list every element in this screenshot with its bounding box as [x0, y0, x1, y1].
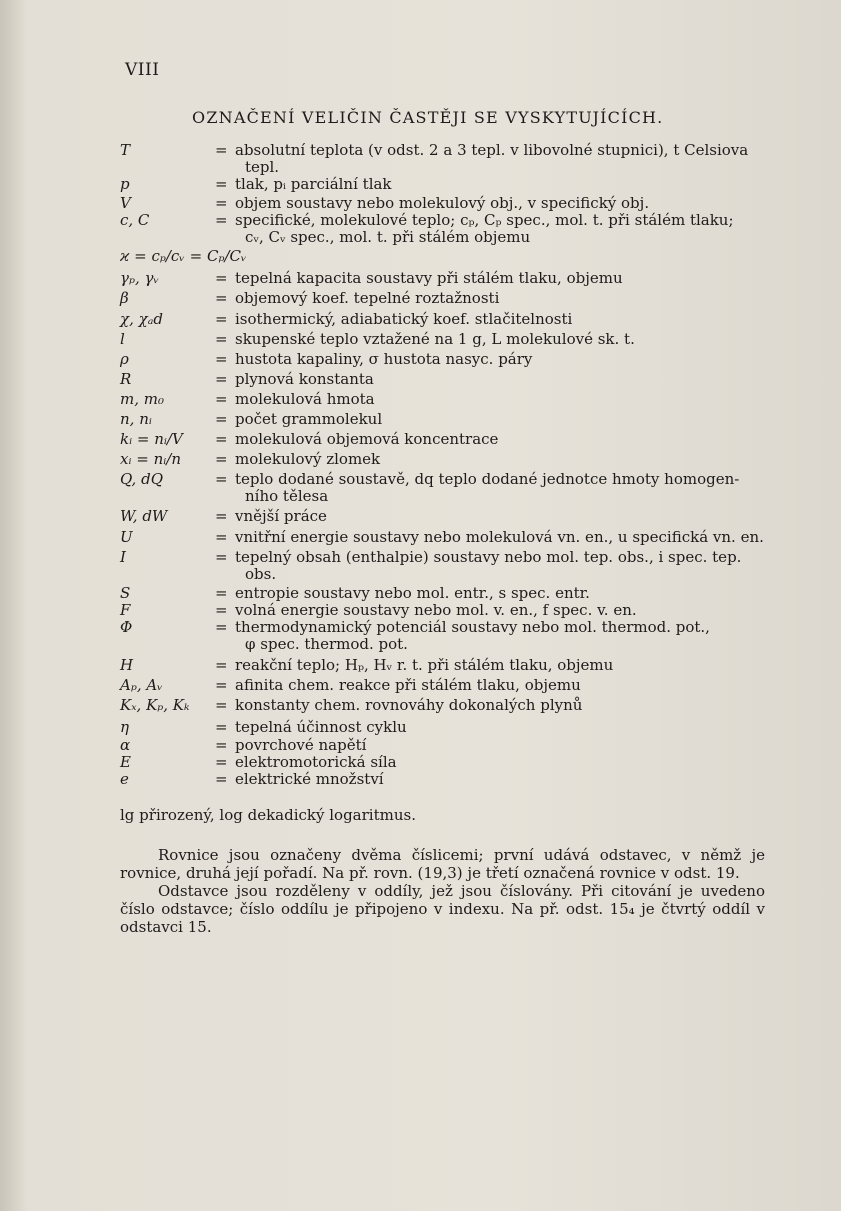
symbol: E: [120, 753, 131, 771]
equals-sign: =: [215, 390, 228, 408]
symbol: F: [120, 601, 131, 619]
description-line: povrchové napětí: [235, 736, 367, 754]
symbol: T: [120, 141, 131, 159]
equals-sign: =: [215, 770, 228, 788]
equals-sign: =: [215, 194, 228, 212]
symbol-description: [235, 471, 795, 505]
equals-sign: =: [215, 370, 228, 388]
equals-sign: =: [215, 410, 228, 428]
description-continuation: cᵥ, Cᵥ spec., mol. t. při stálém objemu: [245, 228, 531, 246]
symbol: W, dW: [120, 507, 168, 525]
description-continuation: ního tělesa: [245, 487, 329, 505]
equals-sign: =: [215, 350, 228, 368]
symbol: Aₚ, Aᵥ: [120, 676, 163, 694]
description-line: plynová konstanta: [235, 370, 374, 388]
equals-sign: =: [215, 528, 228, 546]
symbol-description: [235, 737, 795, 754]
description-line: tepelný obsah (enthalpie) soustavy nebo mol. tep. obs., i spec. tep.: [235, 548, 742, 566]
description-line: skupenské teplo vztažené na 1 g, L molekulové sk. t.: [235, 330, 635, 348]
symbol: R: [120, 370, 132, 388]
description-line: molekulová objemová koncentrace: [235, 430, 499, 448]
paragraph-sections: Odstavce jsou rozděleny v oddíly, jež jsou číslovány. Při citování je uvedeno číslo odstavce; číslo oddílu je připojeno v indexu. Na př. odst. 15₄ je čtvrtý oddíl v odstavci 15.: [120, 882, 765, 936]
symbol: χ, χₐd: [120, 310, 163, 328]
equals-sign: =: [215, 656, 228, 674]
description-line: tlak, pᵢ parciální tlak: [235, 175, 392, 193]
symbol-description: [235, 602, 795, 619]
symbol: γₚ, γᵥ: [120, 269, 160, 287]
symbol-description: [235, 270, 795, 287]
description-line: objemový koef. tepelné roztažnosti: [235, 289, 500, 307]
symbol: H: [120, 656, 134, 674]
equals-sign: =: [215, 430, 228, 448]
symbol-description: [235, 311, 795, 328]
symbol-description: [235, 549, 795, 583]
description-line: tepelná kapacita soustavy při stálém tlaku, objemu: [235, 269, 623, 287]
symbol: Φ: [120, 618, 133, 636]
equals-sign: =: [215, 175, 228, 193]
symbol-description: [235, 585, 795, 602]
description-continuation: tepl.: [245, 158, 280, 176]
symbol-description: [235, 331, 795, 348]
description-line: objem soustavy nebo molekulový obj., v specifický obj.: [235, 194, 650, 212]
symbol-description: [235, 391, 795, 408]
symbol: Q, dQ: [120, 470, 163, 488]
symbol: l: [120, 330, 125, 348]
equals-sign: =: [215, 141, 228, 159]
symbol: α: [120, 736, 131, 754]
symbol: ϰ = cₚ/cᵥ = Cₚ/Cᵥ: [120, 247, 247, 265]
description-line: volná energie soustavy nebo mol. v. en., f spec. v. en.: [235, 601, 637, 619]
description-line: absolutní teplota (v odst. 2 a 3 tepl. v libovolné stupnici), t Celsiova: [235, 141, 749, 159]
symbol: I: [120, 548, 126, 566]
description-continuation: obs.: [245, 565, 277, 583]
page-title: OZNAČENÍ VELIČIN ČASTĚJI SE VYSKYTUJÍCÍCH.: [192, 108, 664, 127]
symbol: kᵢ = nᵢ/V: [120, 430, 183, 448]
equals-sign: =: [215, 718, 228, 736]
symbol-description: [235, 371, 795, 388]
description-line: tepelná účinnost cyklu: [235, 718, 407, 736]
equals-sign: =: [215, 470, 228, 488]
description-line: thermodynamický potenciál soustavy nebo mol. thermod. pot.,: [235, 618, 710, 636]
symbol-description: [235, 719, 795, 736]
symbol: Kₓ, Kₚ, Kₖ: [120, 696, 190, 714]
description-continuation: φ spec. thermod. pot.: [245, 635, 408, 653]
equals-sign: =: [215, 696, 228, 714]
symbol-description: [235, 195, 795, 212]
equals-sign: =: [215, 269, 228, 287]
symbol-description: [235, 142, 795, 176]
description-line: reakční teplo; Hₚ, Hᵥ r. t. při stálém tlaku, objemu: [235, 656, 614, 674]
description-line: molekulová hmota: [235, 390, 375, 408]
symbol-description: [235, 176, 795, 193]
symbol-description: [235, 451, 795, 468]
equals-sign: =: [215, 736, 228, 754]
equals-sign: =: [215, 450, 228, 468]
symbol-description: [235, 212, 795, 246]
symbol: xᵢ = nᵢ/n: [120, 450, 181, 468]
symbol: n, nᵢ: [120, 410, 152, 428]
symbol-description: [235, 290, 795, 307]
symbol: U: [120, 528, 133, 546]
symbol-description: [235, 619, 795, 653]
equals-sign: =: [215, 548, 228, 566]
equals-sign: =: [215, 618, 228, 636]
symbol: V: [120, 194, 131, 212]
equals-sign: =: [215, 211, 228, 229]
symbol: e: [120, 770, 129, 788]
symbol: ρ: [120, 350, 129, 368]
equals-sign: =: [215, 601, 228, 619]
symbol: β: [120, 289, 129, 307]
equals-sign: =: [215, 507, 228, 525]
symbol: c, C: [120, 211, 150, 229]
description-line: elektromotorická síla: [235, 753, 397, 771]
symbol-description: [235, 351, 795, 368]
symbol-description: [235, 771, 795, 788]
equals-sign: =: [215, 289, 228, 307]
description-line: vnější práce: [235, 507, 327, 525]
description-line: teplo dodané soustavě, dq teplo dodané jednotce hmoty homogen-: [235, 470, 740, 488]
description-line: konstanty chem. rovnováhy dokonalých plynů: [235, 696, 583, 714]
symbol-description: [235, 529, 795, 546]
paragraph-equations: Rovnice jsou označeny dvěma číslicemi; první udává odstavec, v němž je rovnice, druhá její pořadí. Na př. rovn. (19,3) je třetí označená rovnice v odst. 19.: [120, 846, 765, 882]
page-number: VIII: [125, 60, 160, 80]
description-line: vnitřní energie soustavy nebo molekulová vn. en., u specifická vn. en.: [235, 528, 764, 546]
description-line: počet grammolekul: [235, 410, 383, 428]
symbol-description: [235, 431, 795, 448]
log-note: lg přirozený, log dekadický logaritmus.: [120, 806, 416, 824]
symbol-description: [235, 411, 795, 428]
description-line: molekulový zlomek: [235, 450, 381, 468]
description-line: afinita chem. reakce při stálém tlaku, objemu: [235, 676, 581, 694]
symbol: S: [120, 584, 131, 602]
equals-sign: =: [215, 676, 228, 694]
symbol-description: [235, 657, 795, 674]
symbol-description: [235, 677, 795, 694]
description-line: hustota kapaliny, σ hustota nasyc. páry: [235, 350, 533, 368]
description-line: elektrické množství: [235, 770, 384, 788]
symbol-description: [235, 697, 795, 714]
symbol: p: [120, 175, 130, 193]
equals-sign: =: [215, 753, 228, 771]
symbol: η: [120, 718, 129, 736]
symbol-description: [235, 508, 795, 525]
symbol: m, m₀: [120, 390, 164, 408]
equals-sign: =: [215, 584, 228, 602]
description-line: entropie soustavy nebo mol. entr., s spec. entr.: [235, 584, 590, 602]
equals-sign: =: [215, 330, 228, 348]
equals-sign: =: [215, 310, 228, 328]
symbol-description: [235, 754, 795, 771]
description-line: specifické, molekulové teplo; cₚ, Cₚ spec., mol. t. při stálém tlaku;: [235, 211, 734, 229]
description-line: isothermický, adiabatický koef. stlačitelnosti: [235, 310, 573, 328]
